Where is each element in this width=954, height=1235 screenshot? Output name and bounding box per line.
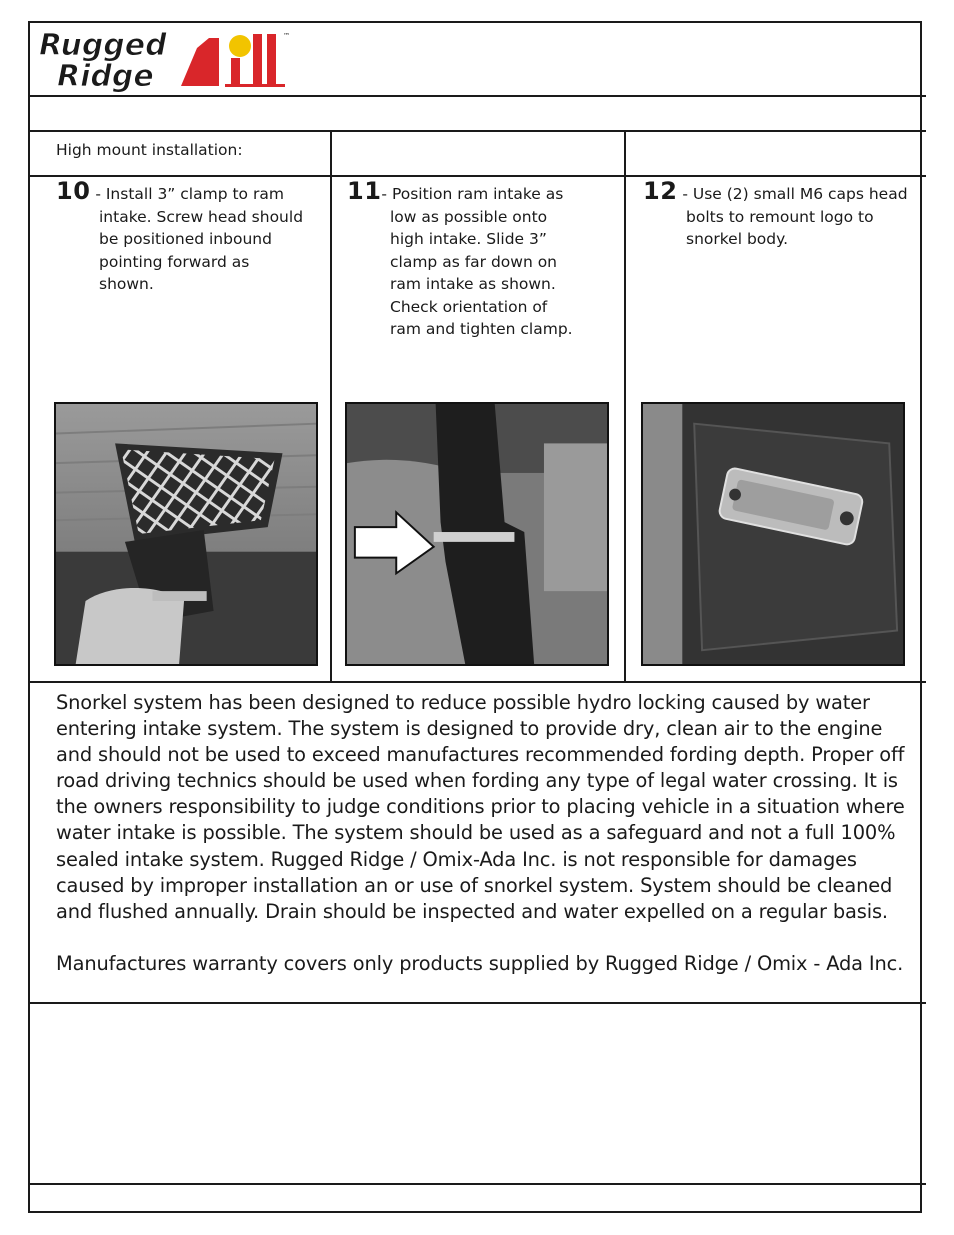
logo-base-bar <box>225 84 285 87</box>
logo-bar-right <box>267 34 276 86</box>
logo-bar-mid <box>253 34 262 86</box>
step-12-photo <box>641 402 905 666</box>
step-text-first-line: Use (2) small M6 caps head <box>692 185 908 203</box>
divider-footer <box>28 1183 926 1185</box>
logo-word-2: Ridge <box>57 59 154 92</box>
step-12 <box>643 177 908 251</box>
logo-plate-photo <box>643 404 903 664</box>
divider-step-header <box>28 175 926 177</box>
step-number: 10 <box>56 177 91 205</box>
logo-word-1: Rugged <box>39 28 167 63</box>
step-text: low as possible onto high intake. Slide 3” clamp as far down on ram intake as shown. Check orientation of ram and tighten clamp. <box>390 207 573 338</box>
step-separator: - <box>381 185 392 203</box>
disclaimer-paragraph: Snorkel system has been designed to reduce possible hydro locking caused by water entering intake system. The system is designed to provide dry, clean air to the engine and should not be used to exceed manufactures recommended fording depth. Proper off road driving technics should be used when fording any type of legal water crossing. It is the owners responsibility to judge conditions prior to placing vehicle in a situation where water intake is possible. The system should be used as a safeguard and not a full 100% sealed intake system. Rugged Ridge / Omix-Ada Inc. is not responsible for damages caused by improper installation an or use of snorkel system. System should be cleaned and flushed annually. Drain should be inspected and water expelled on a regular basis. <box>56 691 905 923</box>
column-divider-2 <box>624 130 626 683</box>
logo-bar-left <box>231 58 240 86</box>
step-10 <box>56 177 304 296</box>
step-11 <box>347 177 573 341</box>
step-number: 11 <box>347 177 382 205</box>
step-separator: - <box>90 185 106 203</box>
section-label: High mount installation: <box>56 141 243 159</box>
step-10-photo <box>54 402 318 666</box>
divider-title <box>28 130 926 132</box>
column-divider-1 <box>330 130 332 683</box>
trademark-symbol: ™ <box>283 32 290 40</box>
step-text: bolts to remount logo to snorkel body. <box>686 207 874 248</box>
divider-steps-bottom <box>28 681 926 683</box>
step-text: intake. Screw head should be positioned inbound pointing forward as shown. <box>99 207 304 293</box>
step-11-photo <box>345 402 609 666</box>
step-text-first-line: Position ram intake as <box>391 185 564 203</box>
step-number: 12 <box>643 177 678 205</box>
step-separator: - <box>677 185 693 203</box>
divider-notice-bottom <box>28 1002 926 1004</box>
divider-header <box>28 95 926 97</box>
warranty-paragraph: Manufactures warranty covers only products supplied by Rugged Ridge / Omix - Ada Inc. <box>56 951 904 975</box>
logo-mountain-shape <box>181 38 219 86</box>
ram-intake-arrow-photo <box>347 404 607 664</box>
step-text-first-line: Install 3” clamp to ram <box>105 185 284 203</box>
sun-icon <box>229 35 251 57</box>
snorkel-head-clamp-photo <box>56 404 316 664</box>
disclaimer-notice <box>56 690 922 977</box>
rugged-ridge-logo <box>37 28 299 92</box>
